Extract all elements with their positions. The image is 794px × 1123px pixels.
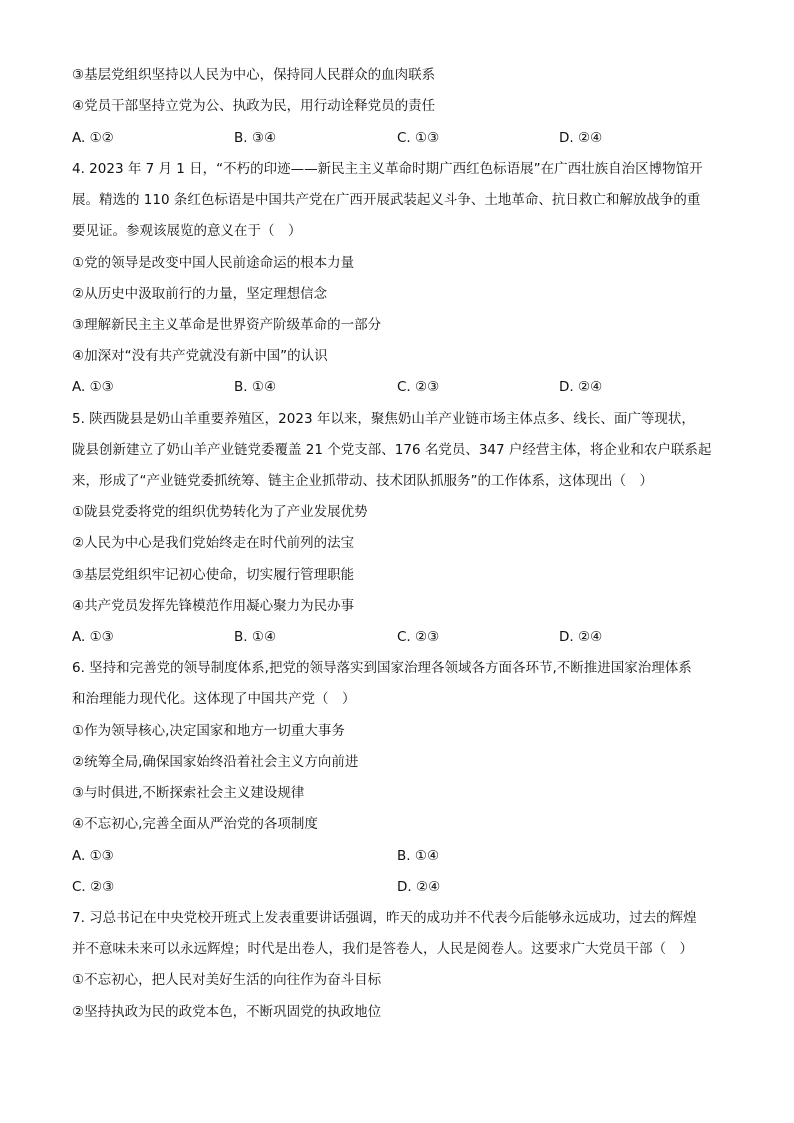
option-d: D. ②④ [559, 379, 603, 395]
statement: ③理解新民主主义革命是世界资产阶级革命的一部分 [72, 317, 382, 333]
option-c: C. ①③ [397, 130, 440, 146]
statement: ②坚持执政为民的政党本色，不断巩固党的执政地位 [72, 1004, 382, 1020]
question-stem: 7. 习总书记在中央党校开班式上发表重要讲话强调，昨天的成功并不代表今后能够永远成功，过去的辉煌 [72, 910, 697, 926]
statement: ④共产党员发挥先锋模范作用凝心聚力为民办事 [72, 598, 355, 614]
option-d: D. ②④ [559, 629, 603, 645]
option-b: B. ①④ [234, 629, 277, 645]
option-b: B. ③④ [234, 130, 277, 146]
question-stem: 并不意味未来可以永远辉煌；时代是出卷人，我们是答卷人，人民是阅卷人。这要求广大党员干部（ ） [72, 941, 693, 957]
statement: ④不忘初心,完善全面从严治党的各项制度 [72, 816, 318, 832]
question-stem: 陇县创新建立了奶山羊产业链党委覆盖 21 个党支部、176 名党员、347 户经营主体，将企业和农户联系起 [72, 442, 712, 458]
option-a: A. ①③ [72, 629, 114, 645]
statement: ④党员干部坚持立党为公、执政为民，用行动诠释党员的责任 [72, 98, 436, 114]
answer-options [72, 376, 732, 398]
option-a: A. ①② [72, 130, 114, 146]
answer-options [72, 127, 732, 149]
option-d: D. ②④ [559, 130, 603, 146]
option-c: C. ②③ [397, 379, 440, 395]
answer-options [72, 626, 732, 648]
option-b: B. ①④ [234, 379, 277, 395]
question-stem: 4. 2023 年 7 月 1 日，“不朽的印迹——新民主主义革命时期广西红色标语展”在广西壮族自治区博物馆开 [72, 161, 703, 177]
option-a: A. ①③ [72, 379, 114, 395]
question-stem: 6. 坚持和完善党的领导制度体系,把党的领导落实到国家治理各领域各方面各环节,不断推进国家治理体系 [72, 660, 692, 676]
option-b: B. ①④ [397, 848, 440, 864]
option-d: D. ②④ [397, 879, 441, 895]
statement: ①党的领导是改变中国人民前途命运的根本力量 [72, 255, 355, 271]
answer-options [72, 845, 732, 867]
question-stem: 展。精选的 110 条红色标语是中国共产党在广西开展武装起义斗争、土地革命、抗日救亡和解放战争的重 [72, 192, 701, 208]
statement: ②人民为中心是我们党始终走在时代前列的法宝 [72, 535, 355, 551]
statement: ④加深对“没有共产党就没有新中国”的认识 [72, 348, 328, 364]
question-stem: 来，形成了“产业链党委抓统筹、链主企业抓带动、技术团队抓服务”的工作体系，这体现出（ ） [72, 473, 653, 489]
question-stem: 要见证。参观该展览的意义在于（ ） [72, 223, 302, 239]
statement: ③与时俱进,不断探索社会主义建设规律 [72, 785, 305, 801]
question-stem: 和治理能力现代化。这体现了中国共产党（ ） [72, 691, 356, 707]
statement: ②从历史中汲取前行的力量，坚定理想信念 [72, 286, 328, 302]
statement: ③基层党组织牢记初心使命，切实履行管理职能 [72, 567, 355, 583]
statement: ②统筹全局,确保国家始终沿着社会主义方向前进 [72, 754, 359, 770]
option-c: C. ②③ [72, 879, 115, 895]
statement: ①陇县党委将党的组织优势转化为了产业发展优势 [72, 504, 368, 520]
question-stem: 5. 陕西陇县是奶山羊重要养殖区，2023 年以来，聚焦奶山羊产业链市场主体点多、线长、面广等现状， [72, 411, 695, 427]
statement: ①不忘初心，把人民对美好生活的向往作为奋斗目标 [72, 972, 382, 988]
answer-options [72, 876, 732, 898]
statement: ①作为领导核心,决定国家和地方一切重大事务 [72, 723, 345, 739]
option-c: C. ②③ [397, 629, 440, 645]
statement: ③基层党组织坚持以人民为中心，保持同人民群众的血肉联系 [72, 67, 436, 83]
option-a: A. ①③ [72, 848, 114, 864]
